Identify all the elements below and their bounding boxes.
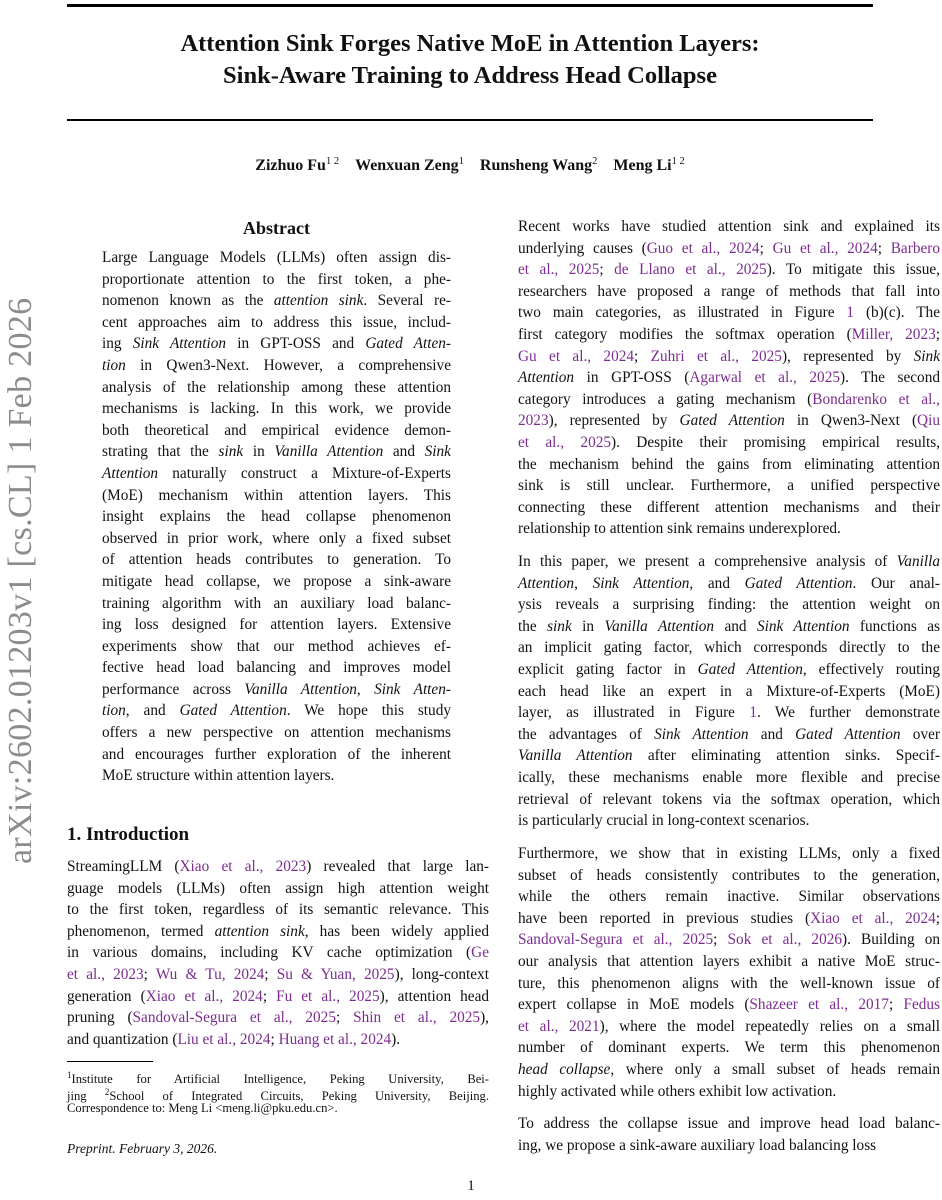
text-line: In this paper, we present a comprehensive analysis of Vanilla	[518, 553, 940, 570]
text-line: Large Language Models (LLMs) often assign dis-	[102, 249, 451, 266]
text-line: Vanilla Attention after eliminating attention sinks. Specif-	[518, 747, 940, 765]
text-line: nomenon known as the attention sink. Several re-	[102, 292, 451, 310]
title-line-2: Sink-Aware Training to Address Head Collapse	[223, 62, 717, 89]
abstract-heading: Abstract	[243, 218, 310, 238]
text-line: MoE structure within attention layers.	[102, 767, 335, 785]
right-paragraph-3	[518, 843, 940, 1102]
text-line: the mechanism behind the gains from eliminating attention	[518, 455, 940, 473]
text-line: Attention, Sink Attention, and Gated Attention. Our anal-	[518, 574, 941, 592]
text-line: each head like an expert in a Mixture-of-Experts (MoE)	[518, 682, 940, 700]
text-line: explicit gating factor in Gated Attention, effectively routing	[518, 660, 940, 678]
text-line: ing loss designed for attention layers. Extensive	[102, 616, 451, 634]
text-line: StreamingLLM (Xiao et al., 2023) revealed that large lan-	[67, 858, 489, 875]
author: Runsheng Wang$^2$	[479, 156, 598, 174]
text-line: underlying causes (Guo et al., 2024; Gu et al., 2024; Barbero	[518, 239, 941, 257]
text-line: two main categories, as illustrated in Figure 1 (b)(c). The	[518, 304, 940, 322]
text-line: and quantization (Liu et al., 2024; Huang et al., 2024).	[67, 1030, 401, 1048]
abstract-body	[102, 247, 451, 787]
text-line: our analysis that attention layers exhibit a native MoE struc-	[518, 952, 940, 970]
text-line: while the others remain inactive. Similar observations	[518, 888, 940, 906]
preprint-note: Preprint. February 3, 2026.	[67, 1141, 218, 1156]
text-line: (MoE) mechanism within attention layers. This	[102, 486, 451, 504]
text-line: et al., 2021), where the model repeatedly relies on a small	[518, 1017, 940, 1035]
text-line: have been reported in previous studies (Xiao et al., 2024;	[518, 909, 941, 927]
author: Wenxuan Zeng$^1$	[355, 156, 464, 174]
text-line: Recent works have studied attention sink and explained its	[518, 218, 940, 235]
text-line: tion in Qwen3-Next. However, a comprehensive	[102, 356, 451, 374]
text-line: et al., 2025). Despite their promising empirical results,	[518, 433, 940, 451]
text-line: experiments show that our method achieves ef-	[102, 637, 451, 655]
text-line: $^1$Institute for Artificial Intelligence, Peking University, Bei-	[67, 1070, 489, 1086]
text-line: Attention in GPT-OSS (Agarwal et al., 2025). The second	[518, 369, 940, 387]
text-line: To address the collapse issue and improve head load balanc-	[518, 1115, 940, 1132]
text-line: mechanisms is lacking. In this work, we provide	[102, 400, 451, 418]
text-line: layer, as illustrated in Figure 1. We further demonstrate	[518, 704, 941, 722]
text-line: fective head load balancing and improves model	[102, 659, 451, 677]
text-line: the sink in Vanilla Attention and Sink Attention functions as	[518, 617, 940, 635]
text-line: Gu et al., 2024; Zuhri et al., 2025), represented by Sink	[518, 347, 940, 365]
text-line: to the first token, regardless of its semantic relevance. This	[67, 901, 489, 919]
text-line: et al., 2025; de Llano et al., 2025). To mitigate this issue,	[518, 261, 940, 279]
text-line: generation (Xiao et al., 2024; Fu et al., 2025), attention head	[67, 987, 490, 1005]
text-line: sink is still unclear. Furthermore, a unified perspective	[518, 477, 940, 495]
text-line: researchers have proposed a range of methods that fall into	[518, 282, 940, 300]
text-line: subset of heads consistently contributes to the generation,	[518, 866, 940, 884]
text-line: the advantages of Sink Attention and Gated Attention over	[518, 725, 940, 743]
text-line: et al., 2023; Wu & Tu, 2024; Su & Yuan, 2025), long-context	[67, 965, 489, 983]
text-line: insight explains the head collapse phenomenon	[102, 508, 451, 526]
text-line: retrieval of relevant tokens via the softmax operation, which	[518, 790, 940, 808]
text-line: jing $^2$School of Integrated Circuits, Peking University, Beijing.	[67, 1086, 489, 1103]
text-line: phenomenon, termed attention sink, has been widely applied	[67, 922, 489, 940]
text-line: an implicit gating factor, which corresponds directly to the	[518, 639, 940, 657]
text-line: in various domains, including KV cache optimization (Ge	[67, 944, 489, 962]
text-line: number of dominant experts. We term this phenomenon	[518, 1039, 940, 1057]
affiliation-footnote	[67, 1067, 489, 1117]
text-line: and encourages further exploration of the inherent	[102, 745, 451, 763]
text-line: highly activated while others exhibit low activation.	[518, 1082, 837, 1100]
text-line: head collapse, where only a small subset of heads remain	[518, 1060, 940, 1078]
footnote-rule	[67, 1061, 153, 1062]
text-line: ing Sink Attention in GPT-OSS and Gated Atten-	[102, 335, 451, 353]
text-line: tion, and Gated Attention. We hope this study	[102, 702, 451, 720]
text-line: Correspondence to: Meng Li <meng.li@pku.edu.cn>.	[67, 1101, 338, 1115]
top-rule	[67, 4, 873, 7]
text-line: training algorithm with an auxiliary load balanc-	[102, 594, 451, 612]
text-line: Sandoval-Segura et al., 2025; Sok et al., 2026). Building on	[518, 931, 941, 949]
text-line: ically, these mechanisms enable more flexible and precise	[518, 768, 940, 786]
text-line: first category modifies the softmax operation (Miller, 2023;	[518, 325, 940, 343]
page-number: 1	[467, 1178, 475, 1194]
text-line: cent approaches aim to address this issue, includ-	[102, 313, 451, 331]
text-line: offers a new perspective on attention mechanisms	[102, 724, 451, 742]
text-line: performance across Vanilla Attention, Sink Atten-	[102, 680, 451, 698]
text-line: strating that the sink in Vanilla Attention and Sink	[102, 443, 451, 461]
author-list	[67, 156, 873, 175]
right-paragraph-4	[518, 1113, 940, 1156]
text-line: mitigate head collapse, we propose a sink-aware	[102, 572, 451, 590]
text-line: expert collapse in MoE models (Shazeer et al., 2017; Fedus	[518, 996, 940, 1014]
intro-paragraph	[67, 856, 489, 1050]
text-line: Furthermore, we show that in existing LLMs, only a fixed	[518, 845, 940, 862]
title-bottom-rule	[67, 119, 873, 121]
text-line: connecting these different attention mechanisms and their	[518, 498, 940, 516]
author: Zizhuo $Fu^{1 2}$	[255, 156, 340, 174]
text-line: analysis of the relationship among these attention	[102, 378, 451, 396]
text-line: ysis reveals a surprising finding: the attention weight on	[518, 596, 940, 614]
right-paragraph-1	[518, 216, 940, 540]
text-line: proportionate attention to the first token, a phe-	[102, 270, 451, 288]
title-line-1: Attention Sink Forges Native MoE in Attention Layers:	[180, 30, 760, 57]
text-line: pruning (Sandoval-Segura et al., 2025; Shin et al., 2025),	[67, 1009, 489, 1027]
text-line: guage models (LLMs) often assign high attention weight	[67, 879, 489, 897]
text-line: Attention naturally construct a Mixture-of-Experts	[102, 464, 451, 482]
arxiv-stamp: arXiv:2602.01203v1 [cs.CL] 1 Feb 2026	[2, 297, 39, 864]
text-line: ing, we propose a sink-aware auxiliary load balancing loss	[518, 1136, 877, 1154]
author: Meng $Li^{1 2}$	[613, 156, 685, 174]
text-line: is particularly crucial in long-context scenarios.	[518, 812, 810, 830]
right-paragraph-2	[518, 551, 940, 832]
text-line: 2023), represented by Gated Attention in Qwen3-Next (Qiu	[518, 412, 940, 430]
text-line: observed in prior work, where only a fixed subset	[102, 529, 451, 547]
section-heading-introduction: 1. Introduction	[67, 824, 190, 845]
paper-title	[67, 28, 873, 92]
text-line: relationship to attention sink remains underexplored.	[518, 520, 841, 538]
text-line: both theoretical and empirical evidence demon-	[102, 421, 451, 439]
text-line: category introduces a gating mechanism (Bondarenko et al.,	[518, 390, 940, 408]
text-line: ture, this phenomenon aligns with the well-known issue of	[518, 974, 940, 992]
text-line: of attention heads contributes to generation. To	[102, 551, 451, 569]
